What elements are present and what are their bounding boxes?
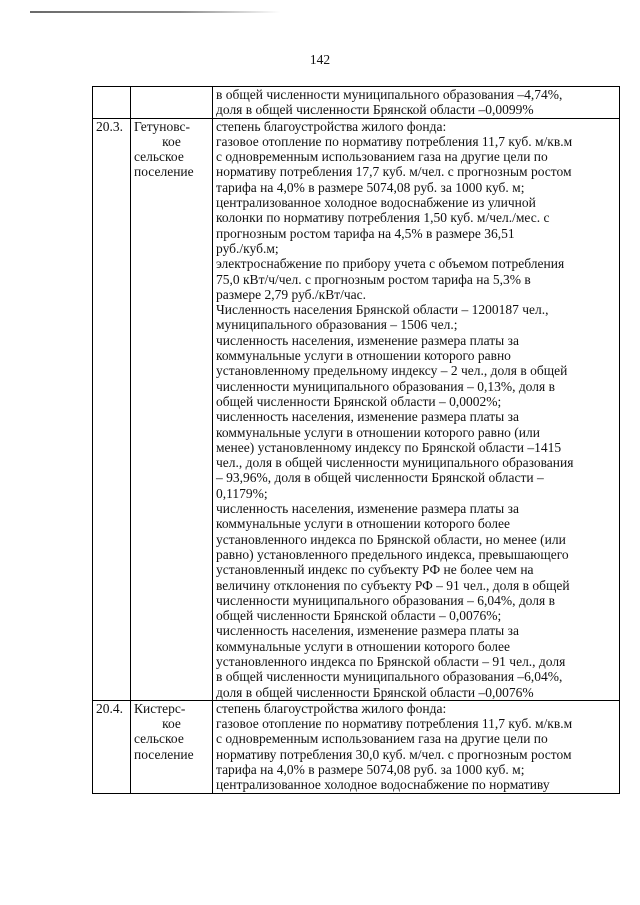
description-line: прогнозным ростом тарифа на 4,5% в размере 36,51 [216,225,515,241]
description-line: газовое отопление по нормативу потребления 11,7 куб. м/кв.м [216,716,573,732]
settlement-name-line: поселение [134,164,194,180]
description-line: руб./куб.м; [216,240,279,256]
description-line: нормативу потребления 30,0 куб. м/чел. с прогнозным ростом [216,746,572,762]
scan-artifact-line [30,11,280,13]
description-line: установленному предельному индексу – 2 чел., доля в общей [216,363,568,379]
settlement-name-line: сельское [134,731,184,747]
description-line: коммунальные услуги в отношении которого более [216,516,510,532]
description-line: установленного индекса по Брянской области – 91 чел., доля [216,653,566,669]
description-cell [213,87,620,119]
description-line: газовое отопление по нормативу потребления 11,7 куб. м/кв.м [216,133,573,149]
description-line: тарифа на 4,0% в размере 5074,08 руб. за 1000 куб. м; [216,762,525,778]
description-line: коммунальные услуги в отношении которого равно [216,348,511,364]
description-line: доля в общей численности Брянской области –0,0076% [216,684,534,700]
settlement-name-line: Кистерс- [134,700,186,716]
description-line: коммунальные услуги в отношении которого более [216,638,510,654]
settlement-name-cell [131,87,213,119]
description-line: численность населения, изменение размера платы за [216,332,519,348]
description-line: численности муниципального образования – 0,13%, доля в [216,378,555,394]
description-line: величину отклонения по субъекту РФ – 91 чел., доля в общей [216,577,570,593]
description-line: численность населения, изменение размера платы за [216,501,519,517]
table-row [93,87,620,119]
description-line: 75,0 кВт/ч/чел. с прогнозным ростом тарифа на 5,3% в [216,271,531,287]
settlement-name-line: сельское [134,149,184,165]
settlement-name-line: кое [162,716,181,732]
description-line: равно) установленного предельного индекса, превышающего [216,546,569,562]
description-line: менее) установленному индексу по Брянской области –1415 [216,439,562,455]
description-line: централизованное холодное водоснабжение из уличной [216,195,536,211]
description-line: в общей численности муниципального образования –6,04%, [216,669,563,685]
settlement-name-line: кое [162,133,181,149]
settlement-name-line: поселение [134,746,194,762]
description-line: – 93,96%, доля в общей численности Брянской области – [216,470,544,486]
description-line: численность населения, изменение размера платы за [216,623,519,639]
description-line: электроснабжение по прибору учета с объемом потребления [216,256,565,272]
description-line: с одновременным использованием газа на другие цели по [216,731,548,747]
description-line: коммунальные услуги в отношении которого равно (или [216,424,540,440]
description-line: тарифа на 4,0% в размере 5074,08 руб. за 1000 куб. м; [216,179,525,195]
settlement-name-cell [131,700,213,793]
description-line: численности муниципального образования – 6,04%, доля в [216,592,555,608]
description-line: размере 2,79 руб./кВт/час. [216,286,367,302]
description-line: Численность населения Брянской области – 1200187 чел., [216,302,549,318]
description-line: степень благоустройства жилого фонда: [216,700,447,716]
settlement-name-cell [131,118,213,700]
description-line: в общей численности муниципального образования –4,74%, [216,87,563,102]
table-row [93,118,620,700]
description-cell [213,700,620,793]
description-line: общей численности Брянской области – 0,0076%; [216,608,502,624]
description-cell [213,118,620,700]
description-line: 0,1179%; [216,485,268,501]
description-line: с одновременным использованием газа на другие цели по [216,149,548,165]
table-row [93,700,620,793]
description-line: доля в общей численности Брянской области –0,0099% [216,102,534,118]
row-number-cell: 20.4. [93,700,131,793]
description-line: степень благоустройства жилого фонда: [216,118,447,134]
description-line: установленный индекс по субъекту РФ не более чем на [216,562,534,578]
page-number: 142 [309,52,331,67]
row-number-cell [93,87,131,119]
description-line: централизованное холодное водоснабжение по нормативу [216,777,550,793]
document-table [92,86,620,794]
description-line: нормативу потребления 17,7 куб. м/чел. с прогнозным ростом [216,164,572,180]
description-line: установленного индекса по Брянской области, но менее (или [216,531,566,547]
description-line: колонки по нормативу потребления 1,50 куб. м/чел./мес. с [216,210,550,226]
settlement-name-line: Гетуновс- [134,118,190,134]
description-line: численность населения, изменение размера платы за [216,409,519,425]
description-line: общей численности Брянской области – 0,0002%; [216,393,502,409]
description-line: муниципального образования – 1506 чел.; [216,317,458,333]
row-number-cell: 20.3. [93,118,131,700]
description-line: чел., доля в общей численности муниципального образования [216,455,574,471]
